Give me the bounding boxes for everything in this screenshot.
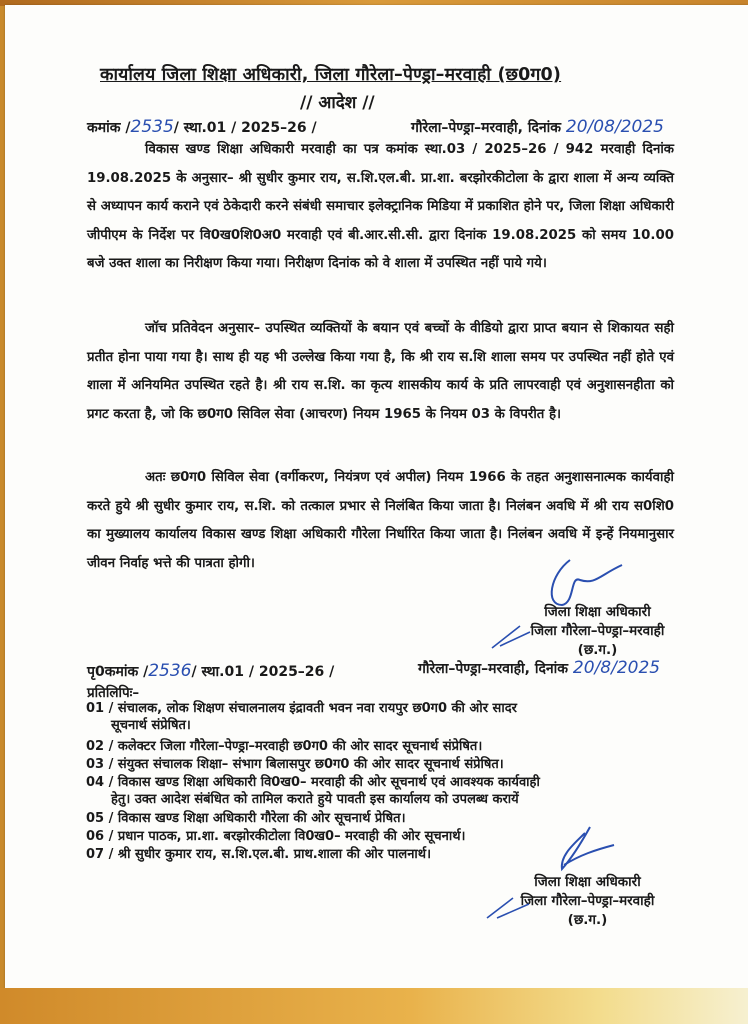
copy-to-label: प्रतिलिपिः– — [87, 685, 140, 701]
order-place-date — [411, 117, 664, 137]
copy-item-03 — [86, 756, 504, 773]
endorsement-ref-number-handwritten: 2536 — [148, 661, 192, 681]
order-place-date-label: गौरेला–पेण्ड्रा–मरवाही, दिनांक — [411, 120, 562, 136]
copy-item-text: 07 / श्री सुधीर कुमार राय, स.शि.एल.बी. प्राथ.शाला की ओर पालनार्थ। — [86, 847, 432, 862]
signatory-1-state: (छ.ग.) — [577, 642, 618, 658]
copy-item-continuation: सूचनार्थ संप्रेषित। — [111, 718, 191, 733]
signatory-2-title: जिला शिक्षा अधिकारी — [534, 874, 641, 890]
signatory-2-state: (छ.ग.) — [567, 912, 608, 928]
endorsement-reference — [87, 661, 334, 681]
copy-item-06 — [86, 828, 465, 845]
signatory-1-title: जिला शिक्षा अधिकारी — [544, 604, 651, 620]
order-date-handwritten: 20/08/2025 — [565, 117, 664, 137]
copy-item-02 — [86, 738, 482, 755]
paragraph-inquiry-report: जॉच प्रतिवेदन अनुसार– उपस्थित व्यक्तियों के बयान एवं बच्चों के वीडियो द्वारा प्राप्त बयान से शिकायत सही प्रतीत होना पाया गया है। साथ ही यह भी उल्लेख किया गया है, कि श्री राय स.शि शाला समय पर उपस्थित नहीं होते एवं शाला में अनियमित उपस्थित रहते है। श्री राय स.शि. का कृत्य शासकीय कार्य के प्रति लापरवाही एवं अनुशासनहीता को प्रगट करता है, जो कि छ0ग0 सिविल सेवा (आचरण) नियम 1965 के नियम 03 के विपरीत है। — [87, 321, 674, 422]
endorsement-ref-suffix: / स्था.01 / 2025–26 / — [191, 664, 335, 680]
copy-item-text: 03 / संयुक्त संचालक शिक्षा– संभाग बिलासपुर छ0ग0 की ओर सादर सूचनार्थ संप्रेषित। — [86, 757, 504, 772]
order-heading: // आदेश // — [300, 93, 375, 113]
copy-item-continuation: हेतु। उक्त आदेश संबंधित को तामिल कराते हुये पावती इस कार्यालय को उपलब्ध करायें — [111, 792, 519, 807]
copy-item-text: 06 / प्रधान पाठक, प्रा.शा. बरझोरकीटोला वि0ख0– मरवाही की ओर सूचनार्थ। — [86, 829, 466, 844]
paragraph-suspension-order: अतः छ0ग0 सिविल सेवा (वर्गीकरण, नियंत्रण एवं अपील) नियम 1966 के तहत अनुशासनात्मक कार्यवाही करते हुये श्री सुधीर कुमार राय, स.शि. को तत्काल प्रभार से निलंबित किया जाता है। निलंबन अवधि में श्री राय स0शि0 का मुख्यालय कार्यालय विकास खण्ड शिक्षा अधिकारी गौरेला निर्धारित किया जाता है। निलंबन अवधि में इन्हें नियमानुसार जीवन निर्वाह भत्ते की पात्रता होगी। — [87, 470, 674, 571]
copy-item-text: 04 / विकास खण्ड शिक्षा अधिकारी वि0ख0– मरवाही की ओर सूचनार्थ एवं आवश्यक कार्यवाही — [86, 775, 540, 790]
copy-item-01 — [86, 700, 517, 734]
copy-item-text: 02 / कलेक्टर जिला गौरेला–पेण्ड्रा–मरवाही छ0ग0 की ओर सादर सूचनार्थ संप्रेषित। — [86, 739, 483, 754]
copy-item-04 — [86, 774, 540, 808]
copy-item-text: 05 / विकास खण्ड शिक्षा अधिकारी गौरेला की ओर सूचनार्थ प्रेषित। — [86, 811, 406, 826]
copy-item-text: 01 / संचालक, लोक शिक्षण संचालनालय इंद्रावती भवन नवा रायपुर छ0ग0 की ओर सादर — [86, 701, 517, 716]
signature-2 — [550, 825, 620, 875]
paragraph-background: विकास खण्ड शिक्षा अधिकारी मरवाही का पत्र कमांक स्था.03 / 2025–26 / 942 मरवाही दिनांक 19.08.2025 के अनुसार– श्री सुधीर कुमार राय, स.शि.एल.बी. प्रा.शा. बरझोरकीटोला के द्वारा शाला में अन्य व्यक्ति से अध्यापन कार्य कराने एवं ठेकेदारी करने संबंधी समाचार इलेक्ट्रानिक मिडिया में प्रकाशित होने पर, जिला शिक्षा अधिकारी जीपीएम के निर्देश पर वि0ख0शि0अ0 मरवाही एवं बी.आर.सी.सी. द्वारा दिनांक 19.08.2025 को समय 10.00 बजे उक्त शाला का निरीक्षण किया गया। निरीक्षण दिनांक को वे शाला में उपस्थित नहीं पाये गये। — [87, 142, 674, 271]
order-reference — [87, 117, 317, 137]
signatory-1-district: जिला गौरेला–पेण्ड्रा–मरवाही — [530, 623, 665, 639]
endorsement-date-handwritten: 20/8/2025 — [572, 658, 661, 678]
order-ref-number-handwritten: 2535 — [130, 117, 174, 137]
initials-1 — [490, 622, 540, 652]
signatory-2-district: जिला गौरेला–पेण्ड्रा–मरवाही — [520, 893, 655, 909]
copy-item-07 — [86, 846, 431, 863]
order-ref-suffix: / स्था.01 / 2025–26 / — [173, 120, 317, 136]
endorsement-place-date-label: गौरेला–पेण्ड्रा–मरवाही, दिनांक — [418, 661, 569, 677]
background-table-bottom — [0, 988, 748, 1024]
copy-item-05 — [86, 810, 406, 827]
endorsement-place-date — [418, 658, 660, 678]
endorsement-ref-prefix: पृ0कमांक / — [87, 664, 149, 680]
order-ref-prefix: कमांक / — [87, 120, 131, 136]
office-title: कार्यालय जिला शिक्षा अधिकारी, जिला गौरेला–पेण्ड्रा–मरवाही (छ0ग0) — [100, 65, 562, 85]
initials-2 — [485, 892, 535, 922]
